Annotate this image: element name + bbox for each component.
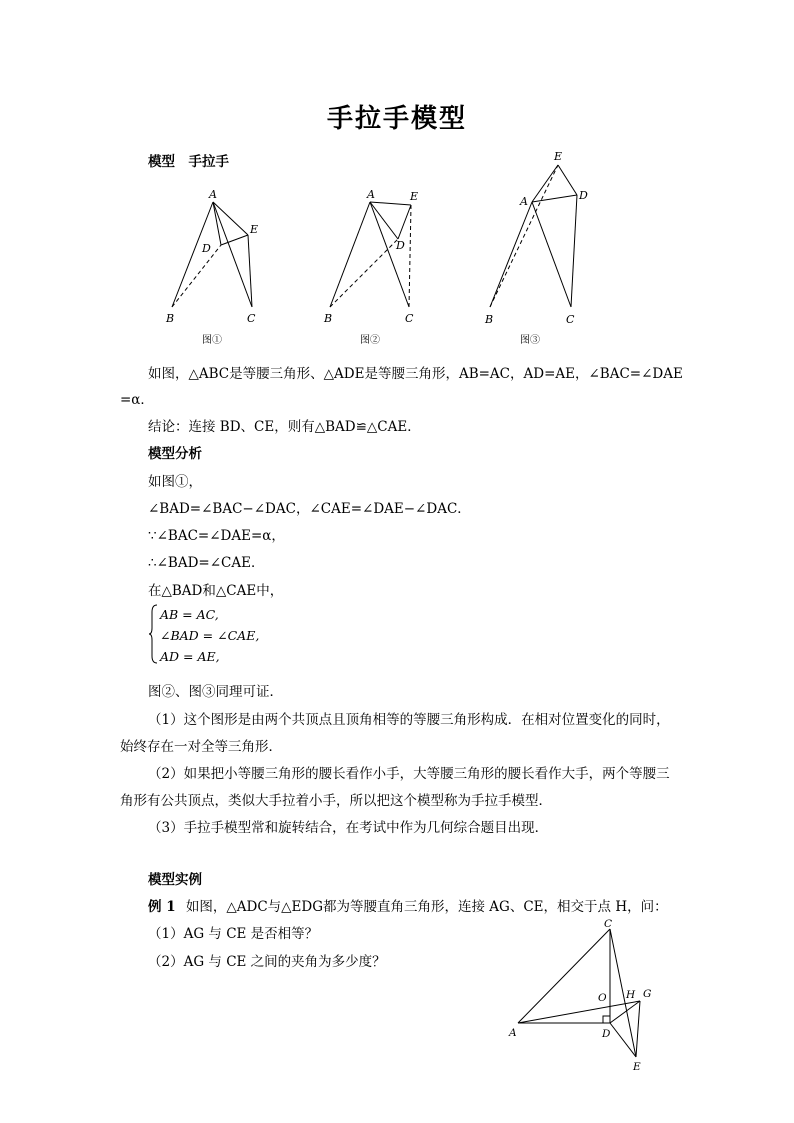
example-point-d: D [602,1028,611,1040]
fig2-point-e: E [410,190,419,203]
fig3-point-b: B [485,313,494,326]
example-label: 例 1 [148,899,176,915]
same-proof: 图②、图③同理可证． [148,684,283,700]
example-point-o: O [598,992,607,1004]
system-line-1: AB = AC, [160,607,219,622]
example-point-c: C [604,918,613,930]
fig1-caption: 图① [202,335,222,346]
figure-2 [318,185,428,346]
example-heading: 模型实例 [148,872,202,888]
figure-1 [160,185,270,346]
conclusion: 结论：连接 BD、CE，则有△BAD≌△CAE． [148,419,421,435]
note-1a: （1）这个图形是由两个共顶点且顶角相等的等腰三角形构成．在相对位置变化的同时， [148,712,670,728]
fig2-point-b: B [324,312,333,325]
fig1-point-a: A [209,188,217,201]
question-1: （1）AG 与 CE 是否相等？ [148,926,319,942]
fig1-point-b: B [166,312,175,325]
analysis-line-5: 在△BAD和△CAE中， [148,583,284,599]
analysis-line-3: ∵∠BAC=∠DAE=α， [148,528,285,544]
analysis-line-1: 如图①， [148,474,202,490]
fig1-point-e: E [250,223,259,236]
note-2b: 角形有公共顶点，类似大手拉着小手，所以把这个模型称为手拉手模型． [120,793,552,809]
note-1b: 始终存在一对全等三角形． [120,739,282,755]
fig3-point-e: E [554,150,563,163]
example-text: 如图，△ADC与△EDG都为等腰直角三角形，连接 AG、CE，相交于点 H，问： [185,899,668,915]
fig3-point-c: C [566,313,575,326]
system-line-2: ∠BAD = ∠CAE, [160,628,260,643]
fig3-caption: 图③ [520,335,540,346]
intro-line-2: =α． [120,392,154,408]
example-point-h: H [626,989,636,1001]
intro-line-1: 如图，△ABC是等腰三角形、△ADE是等腰三角形，AB=AC，AD=AE，∠BAC=∠DAE [148,366,683,382]
fig2-caption: 图② [360,335,380,346]
example-point-e: E [633,1061,641,1073]
question-2: （2）AG 与 CE 之间的夹角为多少度？ [148,954,386,970]
note-3: （3）手拉手模型常和旋转结合，在考试中作为几何综合题目出现． [148,820,549,836]
model-heading: 模型 手拉手 [148,154,229,170]
example-figure [500,912,670,1077]
example-point-g: G [643,988,652,1000]
page-title: 手拉手模型 [326,104,467,134]
fig3-point-a: A [520,195,528,208]
figure-3 [480,148,600,346]
fig1-point-c: C [247,312,256,325]
example-point-a: A [509,1027,517,1039]
fig3-point-d: D [579,189,588,202]
system-line-3: AD = AE, [160,649,220,664]
system-brace [148,604,158,664]
fig2-point-a: A [367,188,375,201]
fig2-point-c: C [405,312,414,325]
analysis-line-2: ∠BAD=∠BAC−∠DAC，∠CAE=∠DAE−∠DAC． [148,501,471,517]
note-2a: （2）如果把小等腰三角形的腰长看作小手，大等腰三角形的腰长看作大手，两个等腰三 [148,766,670,782]
analysis-line-4: ∴∠BAD=∠CAE． [148,555,265,571]
fig2-point-d: D [396,239,405,252]
fig1-point-d: D [202,242,211,255]
analysis-heading: 模型分析 [148,446,202,462]
